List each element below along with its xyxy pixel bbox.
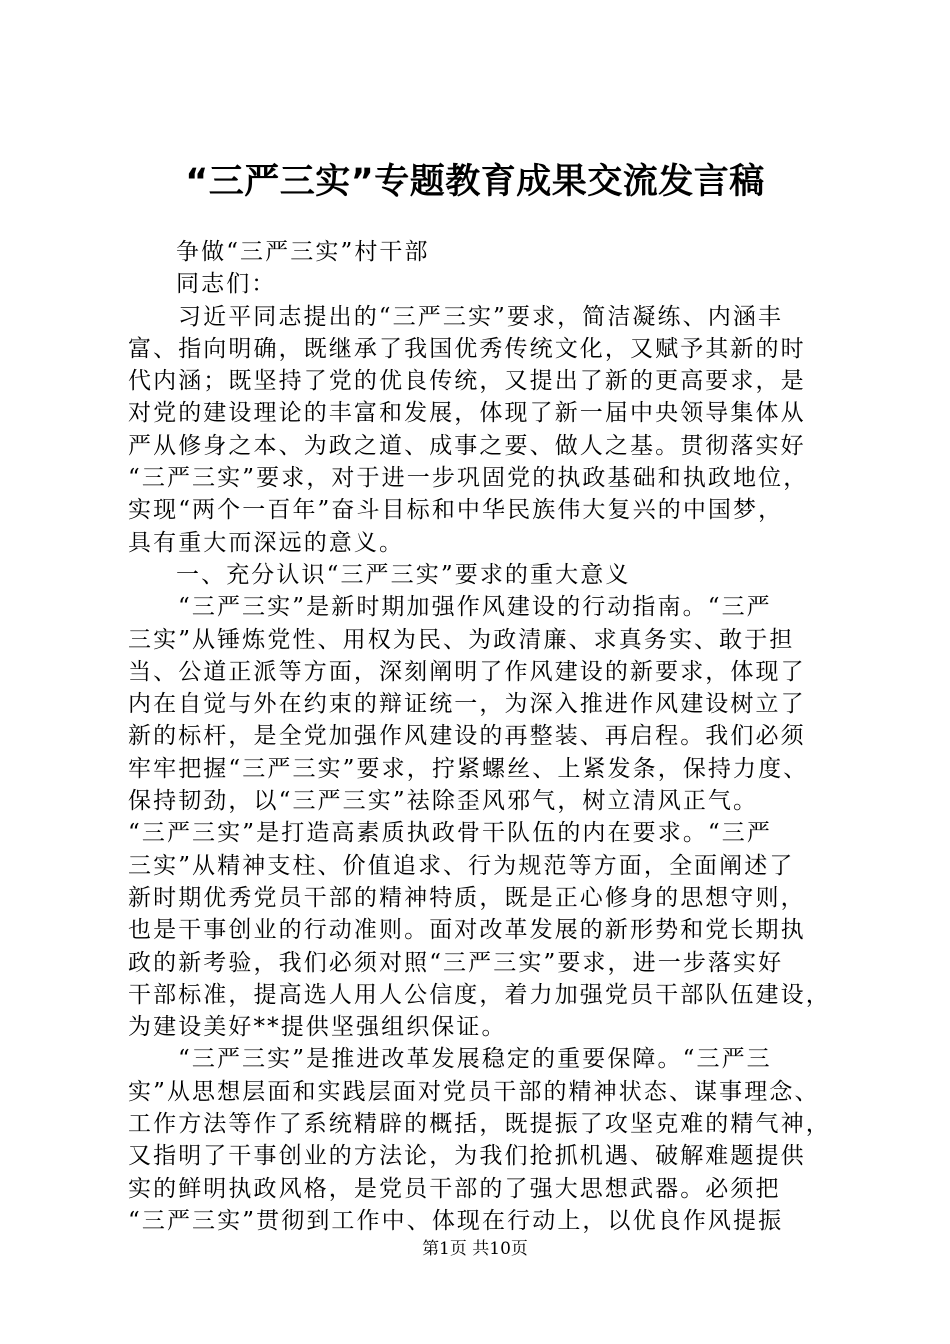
body-line: 富、指向明确，既继承了我国优秀传统文化，又赋予其新的时 — [128, 335, 806, 362]
body-line: “三严三实”要求，对于进一步巩固党的执政基础和执政地位， — [128, 465, 809, 492]
body-line: 争做“三严三实”村干部 — [176, 239, 430, 265]
body-line: 习近平同志提出的“三严三实”要求，简洁凝练、内涵丰 — [178, 303, 784, 330]
body-line: 对党的建设理论的丰富和发展，体现了新一届中央领导集体从 — [128, 400, 806, 427]
body-line: 实的鲜明执政风格，是党员干部的了强大思想武器。必须把 — [128, 1175, 781, 1202]
body-line: 具有重大而深远的意义。 — [128, 529, 405, 556]
body-line: 三实”从精神支柱、价值追求、行为规范等方面，全面阐述了 — [128, 852, 795, 879]
body-line: 当、公道正派等方面，深刻阐明了作风建设的新要求，体现了 — [128, 658, 806, 685]
body-line: 又指明了干事创业的方法论，为我们抢抓机遇、破解难题提供 — [128, 1143, 806, 1170]
body-line: 保持韧劲，以“三严三实”祛除歪风邪气，树立清风正气。 — [128, 788, 759, 815]
body-line: 新时期优秀党员干部的精神特质，既是正心修身的思想守则， — [128, 884, 806, 911]
body-line: 牢牢把握“三严三实”要求，拧紧螺丝、上紧发条，保持力度、 — [128, 755, 809, 782]
body-line: “三严三实”是打造高素质执政骨干队伍的内在要求。“三严 — [128, 820, 772, 847]
body-line: 干部标准，提高选人用人公信度，着力加强党员干部队伍建设， — [128, 981, 831, 1008]
body-line: 三实”从锤炼党性、用权为民、为政清廉、求真务实、敢于担 — [128, 626, 795, 653]
body-line: 严从修身之本、为政之道、成事之要、做人之基。贯彻落实好 — [128, 432, 806, 459]
body-line: 同志们： — [176, 271, 277, 298]
body-line: 内在自觉与外在约束的辩证统一，为深入推进作风建设树立了 — [128, 691, 806, 718]
document-title: “三严三实”专题教育成果交流发言稿 — [185, 162, 765, 202]
body-line: 实”从思想层面和实践层面对党员干部的精神状态、谋事理念、 — [128, 1078, 820, 1105]
body-line: 也是干事创业的行动准则。面对改革发展的新形势和党长期执 — [128, 917, 806, 944]
body-line: 工作方法等作了系统精辟的概括，既提振了攻坚克难的精气神， — [128, 1111, 831, 1138]
body-line: 实现“两个一百年”奋斗目标和中华民族伟大复兴的中国梦， — [128, 497, 784, 524]
body-line: “三严三实”贯彻到工作中、体现在行动上，以优良作风提振 — [128, 1207, 784, 1234]
document-body — [128, 236, 831, 1237]
body-line: 新的标杆，是全党加强作风建设的再整装、再启程。我们必须 — [128, 723, 806, 750]
body-line: “三严三实”是新时期加强作风建设的行动指南。“三严 — [178, 594, 772, 621]
body-line: 政的新考验，我们必须对照“三严三实”要求，进一步落实好 — [128, 949, 784, 976]
page-footer: 第1页 共10页 — [422, 1239, 528, 1259]
body-line: “三严三实”是推进改革发展稳定的重要保障。“三严三 — [178, 1046, 772, 1073]
body-line: 一、充分认识“三严三实”要求的重大意义 — [176, 561, 631, 588]
body-line: 为建设美好**提供坚强组织保证。 — [128, 1014, 507, 1041]
body-line: 代内涵；既坚持了党的优良传统，又提出了新的更高要求，是 — [128, 368, 806, 395]
